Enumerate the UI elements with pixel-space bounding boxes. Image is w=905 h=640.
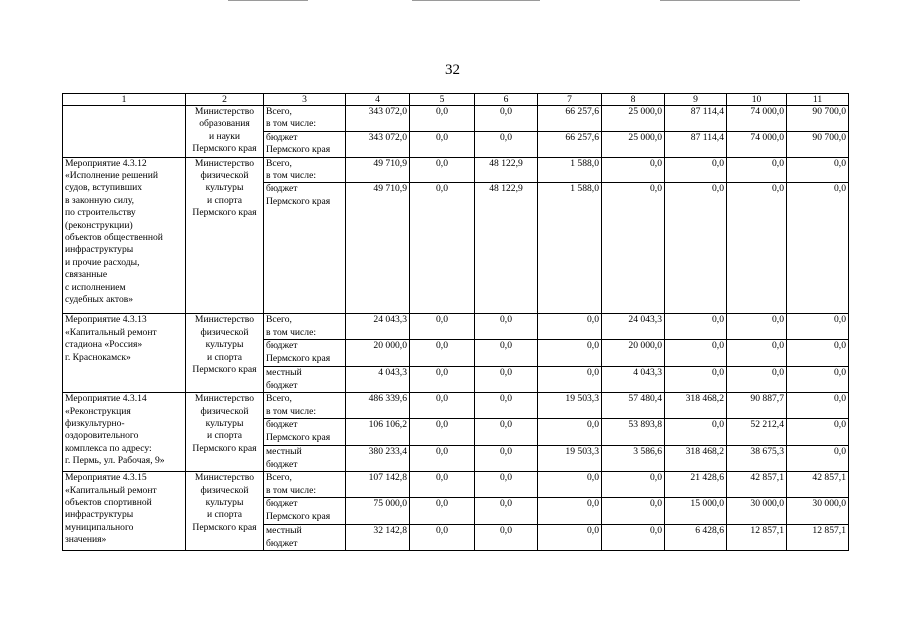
amount-cell: 20 000,0: [602, 340, 665, 367]
amount-cell: 0,0: [538, 472, 602, 498]
amount-cell: 0,0: [410, 340, 475, 367]
amount-cell: 38 675,3: [727, 446, 787, 472]
amount-cell: 0,0: [727, 157, 787, 183]
amount-cell: 87 114,4: [665, 106, 727, 132]
amount-cell: 0,0: [538, 498, 602, 525]
measure-name-cell: Мероприятие 4.3.13 «Капитальный ремонт стадиона «Россия» г. Краснокамск»: [63, 314, 186, 393]
amount-cell: 15 000,0: [665, 498, 727, 525]
amount-cell: 87 114,4: [665, 131, 727, 157]
amount-cell: 75 000,0: [346, 498, 410, 525]
amount-cell: 343 072,0: [346, 106, 410, 132]
amount-cell: 0,0: [787, 183, 849, 314]
amount-cell: 30 000,0: [727, 498, 787, 525]
amount-cell: 0,0: [475, 340, 538, 367]
amount-cell: 42 857,1: [727, 472, 787, 498]
amount-cell: 0,0: [410, 472, 475, 498]
amount-cell: 0,0: [727, 340, 787, 367]
amount-cell: 48 122,9: [475, 183, 538, 314]
amount-cell: 318 468,2: [665, 446, 727, 472]
funding-source-cell: бюджет Пермского края: [264, 498, 346, 525]
amount-cell: 49 710,9: [346, 183, 410, 314]
amount-cell: 0,0: [475, 525, 538, 551]
amount-cell: 42 857,1: [787, 472, 849, 498]
amount-cell: 32 142,8: [346, 525, 410, 551]
executor-cell: Министерство образования и науки Пермского края: [186, 106, 264, 158]
amount-cell: 12 857,1: [787, 525, 849, 551]
executor-cell: Министерство физической культуры и спорта Пермского края: [186, 314, 264, 393]
amount-cell: 0,0: [475, 419, 538, 446]
amount-cell: 0,0: [410, 106, 475, 132]
amount-cell: 0,0: [538, 340, 602, 367]
amount-cell: 0,0: [787, 393, 849, 419]
amount-cell: 1 588,0: [538, 183, 602, 314]
amount-cell: 0,0: [475, 314, 538, 340]
amount-cell: 21 428,6: [665, 472, 727, 498]
amount-cell: 0,0: [665, 314, 727, 340]
amount-cell: 24 043,3: [346, 314, 410, 340]
funding-source-cell: Всего, в том числе:: [264, 393, 346, 419]
amount-cell: 25 000,0: [602, 131, 665, 157]
amount-cell: 0,0: [410, 498, 475, 525]
amount-cell: 0,0: [787, 367, 849, 393]
amount-cell: 0,0: [410, 419, 475, 446]
column-header: 11: [787, 94, 849, 106]
amount-cell: 0,0: [410, 446, 475, 472]
budget-table: [62, 93, 849, 551]
amount-cell: 48 122,9: [475, 157, 538, 183]
amount-cell: 0,0: [410, 367, 475, 393]
amount-cell: 107 142,8: [346, 472, 410, 498]
amount-cell: 74 000,0: [727, 106, 787, 132]
amount-cell: 0,0: [727, 314, 787, 340]
measure-name-cell: Мероприятие 4.3.12 «Исполнение решений судов, вступивших в законную силу, по строительству (реконструкции) объектов общественной инфраструктуры и прочие расходы, связанные с исполнением судебных актов»: [63, 157, 186, 314]
amount-cell: 0,0: [665, 367, 727, 393]
amount-cell: 20 000,0: [346, 340, 410, 367]
amount-cell: 19 503,3: [538, 446, 602, 472]
amount-cell: 66 257,6: [538, 106, 602, 132]
amount-cell: 0,0: [665, 340, 727, 367]
amount-cell: 12 857,1: [727, 525, 787, 551]
amount-cell: 0,0: [475, 131, 538, 157]
amount-cell: 90 700,0: [787, 106, 849, 132]
amount-cell: 0,0: [410, 314, 475, 340]
executor-cell: Министерство физической культуры и спорта Пермского края: [186, 157, 264, 314]
amount-cell: 0,0: [475, 367, 538, 393]
funding-source-cell: Всего, в том числе:: [264, 106, 346, 132]
amount-cell: 24 043,3: [602, 314, 665, 340]
amount-cell: 4 043,3: [346, 367, 410, 393]
amount-cell: 0,0: [410, 525, 475, 551]
funding-source-cell: бюджет Пермского края: [264, 131, 346, 157]
amount-cell: 0,0: [787, 419, 849, 446]
amount-cell: 74 000,0: [727, 131, 787, 157]
funding-source-cell: местный бюджет: [264, 367, 346, 393]
amount-cell: 0,0: [602, 525, 665, 551]
amount-cell: 343 072,0: [346, 131, 410, 157]
table-header-row: [63, 94, 849, 106]
table-row: [63, 106, 849, 132]
table-row: [63, 472, 849, 498]
measure-name-cell: Мероприятие 4.3.14 «Реконструкция физкультурно- оздоровительного комплекса по адресу: г. Пермь, ул. Рабочая, 9»: [63, 393, 186, 472]
table-row: [63, 157, 849, 183]
amount-cell: 0,0: [665, 419, 727, 446]
amount-cell: 0,0: [602, 183, 665, 314]
funding-source-cell: Всего, в том числе:: [264, 157, 346, 183]
column-header: 8: [602, 94, 665, 106]
amount-cell: 0,0: [727, 367, 787, 393]
amount-cell: 30 000,0: [787, 498, 849, 525]
table-row: [63, 393, 849, 419]
amount-cell: 0,0: [538, 525, 602, 551]
executor-cell: Министерство физической культуры и спорта Пермского края: [186, 472, 264, 551]
column-header: 2: [186, 94, 264, 106]
amount-cell: 0,0: [665, 183, 727, 314]
column-header: 3: [264, 94, 346, 106]
funding-source-cell: местный бюджет: [264, 525, 346, 551]
amount-cell: 0,0: [410, 393, 475, 419]
page-number: 32: [445, 62, 460, 78]
amount-cell: 486 339,6: [346, 393, 410, 419]
amount-cell: 0,0: [475, 446, 538, 472]
amount-cell: 0,0: [602, 472, 665, 498]
amount-cell: 0,0: [602, 498, 665, 525]
amount-cell: 1 588,0: [538, 157, 602, 183]
amount-cell: 53 893,8: [602, 419, 665, 446]
amount-cell: 0,0: [787, 446, 849, 472]
funding-source-cell: местный бюджет: [264, 446, 346, 472]
amount-cell: 49 710,9: [346, 157, 410, 183]
funding-source-cell: бюджет Пермского края: [264, 340, 346, 367]
amount-cell: 66 257,6: [538, 131, 602, 157]
amount-cell: 0,0: [475, 472, 538, 498]
amount-cell: 0,0: [538, 419, 602, 446]
column-header: 5: [410, 94, 475, 106]
funding-source-cell: бюджет Пермского края: [264, 183, 346, 314]
table-row: [63, 314, 849, 340]
amount-cell: 0,0: [602, 157, 665, 183]
funding-source-cell: Всего, в том числе:: [264, 472, 346, 498]
amount-cell: 0,0: [475, 393, 538, 419]
amount-cell: 380 233,4: [346, 446, 410, 472]
funding-source-cell: бюджет Пермского края: [264, 419, 346, 446]
amount-cell: 318 468,2: [665, 393, 727, 419]
amount-cell: 57 480,4: [602, 393, 665, 419]
amount-cell: 0,0: [538, 314, 602, 340]
amount-cell: 4 043,3: [602, 367, 665, 393]
amount-cell: 0,0: [410, 131, 475, 157]
amount-cell: 0,0: [727, 183, 787, 314]
amount-cell: 90 700,0: [787, 131, 849, 157]
measure-name-cell: [63, 106, 186, 158]
amount-cell: 0,0: [787, 340, 849, 367]
column-header: 9: [665, 94, 727, 106]
amount-cell: 0,0: [538, 367, 602, 393]
amount-cell: 52 212,4: [727, 419, 787, 446]
amount-cell: 106 106,2: [346, 419, 410, 446]
funding-source-cell: Всего, в том числе:: [264, 314, 346, 340]
amount-cell: 90 887,7: [727, 393, 787, 419]
column-header: 1: [63, 94, 186, 106]
amount-cell: 0,0: [475, 106, 538, 132]
column-header: 4: [346, 94, 410, 106]
amount-cell: 25 000,0: [602, 106, 665, 132]
amount-cell: 0,0: [787, 314, 849, 340]
column-header: 10: [727, 94, 787, 106]
amount-cell: 0,0: [410, 183, 475, 314]
amount-cell: 19 503,3: [538, 393, 602, 419]
measure-name-cell: Мероприятие 4.3.15 «Капитальный ремонт объектов спортивной инфраструктуры муниципального значения»: [63, 472, 186, 551]
executor-cell: Министерство физической культуры и спорта Пермского края: [186, 393, 264, 472]
amount-cell: 6 428,6: [665, 525, 727, 551]
column-header: 6: [475, 94, 538, 106]
column-header: 7: [538, 94, 602, 106]
amount-cell: 0,0: [475, 498, 538, 525]
amount-cell: 0,0: [787, 157, 849, 183]
amount-cell: 3 586,6: [602, 446, 665, 472]
amount-cell: 0,0: [665, 157, 727, 183]
amount-cell: 0,0: [410, 157, 475, 183]
